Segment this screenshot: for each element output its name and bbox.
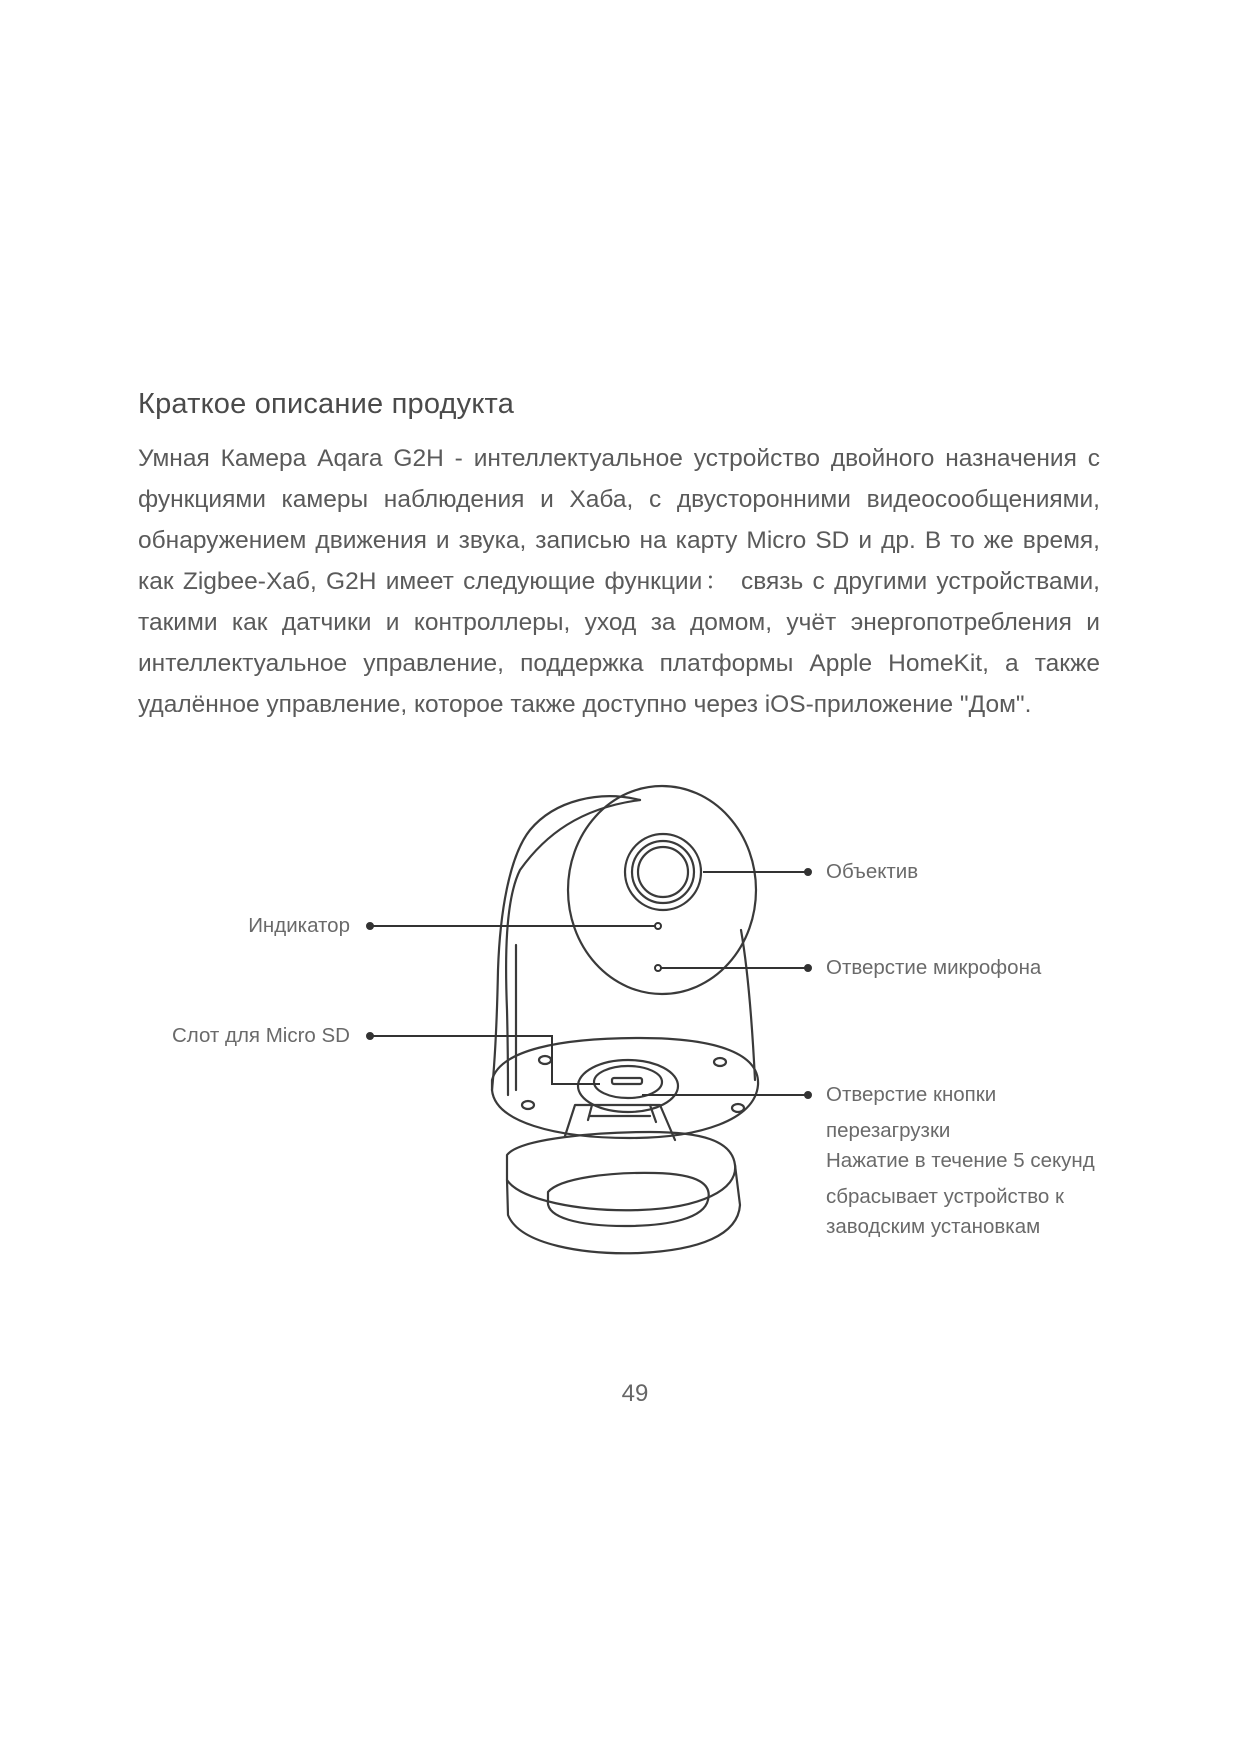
product-description [138,438,1100,725]
base-hole [522,1101,534,1109]
base-hole [714,1058,726,1066]
reset-slot [612,1078,642,1084]
reset-description-line: сбрасывает устройство к [826,1185,1064,1208]
base-plate-top [492,1038,758,1138]
label-indicator: Индикатор [248,914,350,937]
camera-diagram [0,760,1241,1280]
camera-head-outline [492,796,640,1090]
stand-inner-pad [548,1173,709,1226]
label-reset-title [826,1080,1095,1242]
reset-title-line: перезагрузки [826,1119,951,1142]
stand-top [507,1132,735,1210]
reset-title-line: Отверстие кнопки [826,1083,997,1106]
label-lens: Объектив [826,860,919,883]
page-number: 49 [621,1380,649,1407]
base-hole [732,1104,744,1112]
description-line: интеллектуальное управление, поддержка платформы Apple HomeKit, а также [138,650,1100,677]
description-line: удалённое управление, которое также доступно через iOS-приложение "Дом". [138,691,1032,718]
base-hole [539,1056,551,1064]
camera-face [568,786,756,994]
description-line: Умная Камера Aqara G2H - интеллектуальное устройство двойного назначения с [138,445,1100,472]
description-line: обнаружением движения и звука, записью на карту Micro SD и др. В то же время, [138,527,1100,554]
lens-middle-ring [632,841,694,903]
section-title: Краткое описание продукта [138,388,515,420]
label-microphone: Отверстие микрофона [826,956,1042,979]
reset-description-line: Нажатие в течение 5 секунд [826,1149,1095,1172]
stand-bottom [507,1165,740,1253]
reset-description-line: заводским установкам [826,1215,1041,1238]
description-line: функциями камеры наблюдения и Хаба, с двусторонними видеосообщениями, [138,486,1100,513]
description-line: как Zigbee-Хаб, G2H имеет следующие функции： связь с другими устройствами, [138,568,1100,595]
label-sd-slot: Слот для Micro SD [171,1024,350,1047]
base-center-inner [594,1066,662,1098]
lens-outer-ring [625,834,701,910]
description-line: такими как датчики и контроллеры, уход за домом, учёт энергопотребления и [138,609,1100,636]
lens-inner-ring [638,847,688,897]
